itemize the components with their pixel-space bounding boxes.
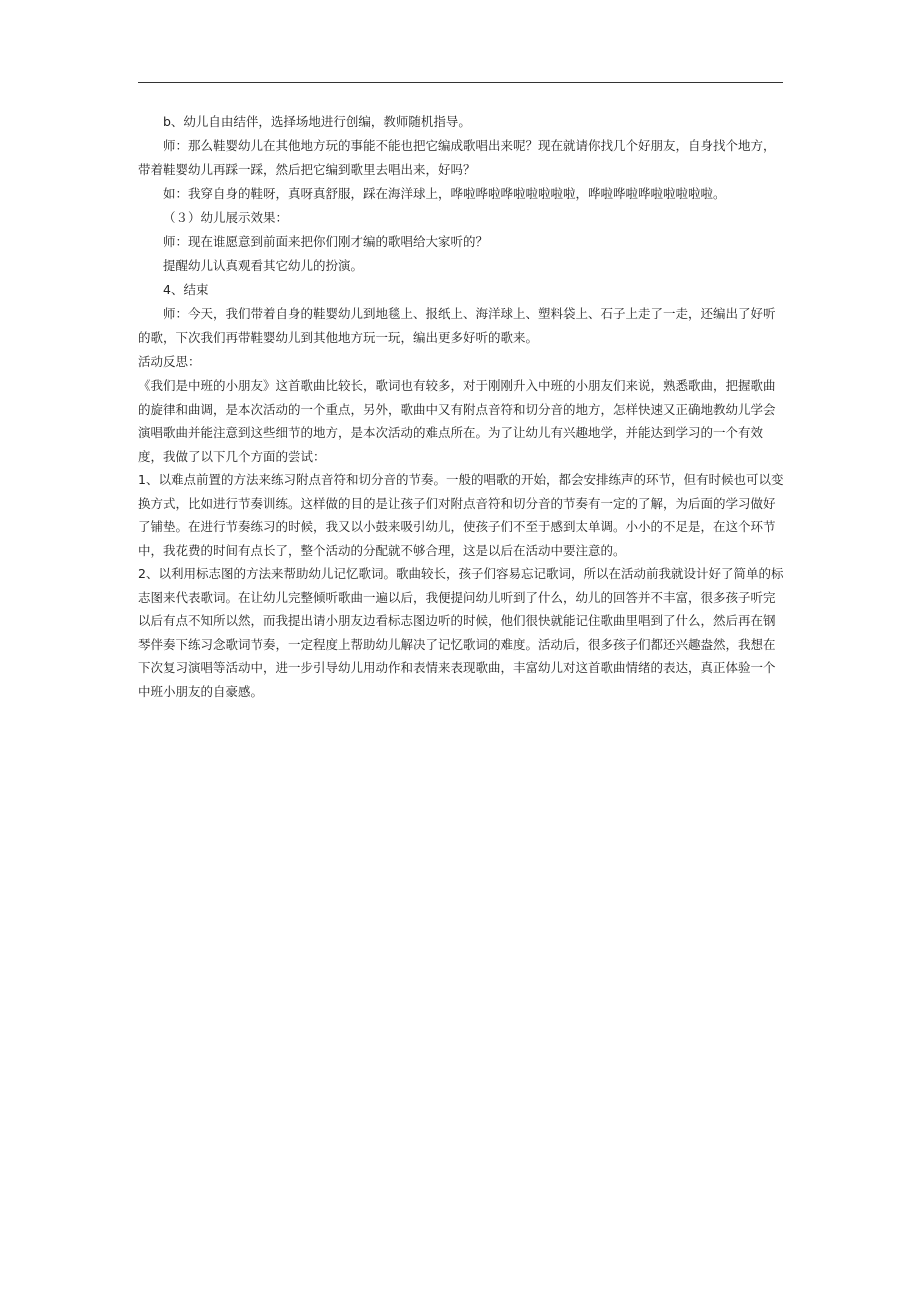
paragraph-show-results: （３）幼儿展示效果： — [163, 210, 289, 225]
paragraph-reflection-point-2: 2、以利用标志图的方法来帮助幼儿记忆歌词。歌曲较长，孩子们容易忘记歌词，所以在活动前我就设计好了简单的标志图来代表歌词。在让幼儿完整倾听歌曲一遍以后，我便提问幼儿听到了什么，幼儿的回答并不丰富，很多孩子听完以后有点不知所以然，而我提出请小朋友边看标志图边听的时候，他们很快就能记住歌曲里唱到了什么，然后再在钢琴伴奏下练习念歌词节奏，一定程度上帮助幼儿解决了记忆歌词的难度。活动后，很多孩子们都还兴趣盎然，我想在下次复习演唱等活动中，进一步引导幼儿用动作和表情来表现歌曲，丰富幼儿对这首歌曲情绪的表达，真正体验一个中班小朋友的自豪感。 — [138, 566, 784, 699]
section-heading-reflection: 活动反思： — [138, 354, 201, 369]
paragraph-remind-watch: 提醒幼儿认真观看其它幼儿的扮演。 — [163, 258, 364, 273]
document-body — [138, 110, 786, 703]
paragraph-song-example: 如：我穿自身的鞋呀，真呀真舒服，踩在海洋球上，哗啦哗啦哗啦啦啦啦啦，哗啦哗啦哗啦啦啦啦啦。 — [163, 186, 726, 201]
paragraph-reflection-intro: 《我们是中班的小朋友》这首歌曲比较长，歌词也有较多，对于刚刚升入中班的小朋友们来说，熟悉歌曲，把握歌曲的旋律和曲调，是本次活动的一个重点，另外，歌曲中又有附点音符和切分音的地方，怎样快速又正确地教幼儿学会演唱歌曲并能注意到这些细节的地方，是本次活动的难点所在。为了让幼儿有兴趣地学，并能达到学习的一个有效度，我做了以下几个方面的尝试： — [138, 378, 776, 464]
paragraph-free-grouping: b、幼儿自由结伴，选择场地进行创编，教师随机指导。 — [163, 114, 471, 129]
header-rule — [138, 82, 783, 83]
paragraph-teacher-summary: 师：今天，我们带着自身的鞋婴幼儿到地毯上、报纸上、海洋球上、塑料袋上、石子上走了一走，还编出了好听的歌，下次我们再带鞋婴幼儿到其他地方玩一玩，编出更多好听的歌来。 — [138, 306, 776, 345]
paragraph-reflection-point-1: 1、以难点前置的方法来练习附点音符和切分音的节奏。一般的唱歌的开始，都会安排练声的环节，但有时候也可以变换方式，比如进行节奏训练。这样做的目的是让孩子们对附点音符和切分音的节奏有一定的了解，为后面的学习做好了铺垫。在进行节奏练习的时候，我又以小鼓来吸引幼儿，使孩子们不至于感到太单调。小小的不足是，在这个环节中，我花费的时间有点长了，整个活动的分配就不够合理，这是以后在活动中要注意的。 — [138, 472, 784, 558]
section-heading-end: 4、结束 — [163, 282, 209, 297]
paragraph-teacher-invite: 师：现在谁愿意到前面来把你们刚才编的歌唱给大家听的？ — [163, 234, 489, 249]
paragraph-teacher-prompt: 师：那么鞋婴幼儿在其他地方玩的事能不能也把它编成歌唱出来呢？现在就请你找几个好朋友，自身找个地方，带着鞋婴幼儿再踩一踩，然后把它编到歌里去唱出来，好吗？ — [138, 138, 776, 177]
